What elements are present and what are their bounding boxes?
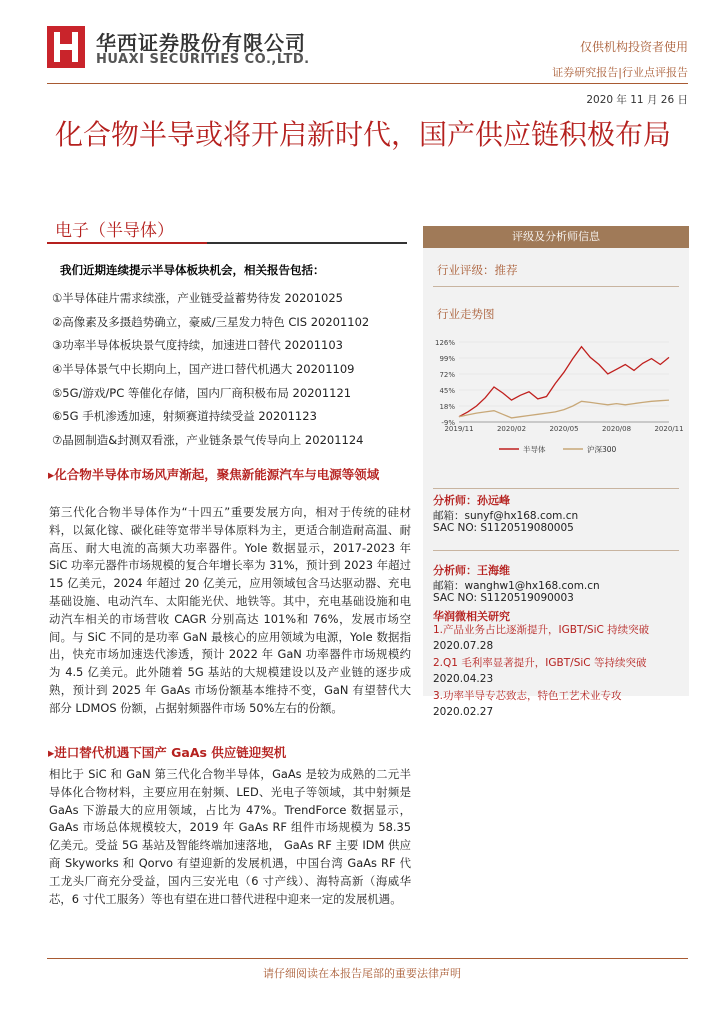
heading-compound-semi: ▸化合物半导体市场风声渐起，聚焦新能源汽车与电源等领域 [48,467,380,482]
list-item: ⑦晶圆制造&封测双看涨，产业链条景气传导向上 20201124 [52,433,364,448]
related-research-list [433,622,683,721]
trend-chart [423,334,689,464]
legend-label: 半导体 [523,445,546,454]
related-report-list [52,290,412,456]
y-tick-label: 126% [434,339,455,347]
related-research-item[interactable]: 3.功率半导专芯致志，特色工艺术业专攻 [433,690,622,702]
list-item: ⑤5G/游戏/PC 等催化存储，国内厂商积极布局 20201121 [52,385,352,400]
x-tick-label: 2019/11 [444,425,474,433]
industry-rating: 行业评级：推荐 [437,263,518,277]
panel-header: 评级及分析师信息 [423,226,689,248]
related-research-item[interactable]: 1.产品业务占比逐渐提升，IGBT/SiC 持续突破 [433,624,650,636]
y-tick-label: 45% [439,387,455,395]
y-tick-label: -9% [441,419,455,427]
related-research-date: 2020.02.27 [433,706,494,718]
report-type: 证券研究报告|行业点评报告 [552,66,688,79]
paragraph-compound-semi: 第三代化合物半导体作为“十四五”重要发展方向，相对于传统的硅材料，以氮化镓、碳化硅等宽带半导体原料为主，更适合制造耐高温、耐高压、耐大电流的高频大功率器件。Yole 数据显示，2017-2023 年 SiC 功率元器件市场规模的复合年增长率为 31%，预计到 2023 年超过 15 亿美元，2024 年超过 20 亿美元，应用领域包含马达驱动器、充电基础设施、电动汽车、太阳能光伏、地铁等。其中，充电基础设施和电动汽车相关的市场营收 CAGR 分别高达 101%和 76%，发展市场空间。与 SiC 不同的是功率 GaN 最核心的应用领域为电源，Yole 数据指出，快充市场加速迭代渗透，预计 2022 年 GaN 功率器件市场规模约为 4.5 亿美元。此外随着 5G 基站的大规模建设以及产业链的逐步成熟，预计到 2025 年 GaAs 市场份额基本维持不变，GaN 有望替代大部分 LDMOS 份额，占据射频器件市场 50%左右的份额。 [49,505,411,715]
legend-label: 沪深300 [587,445,617,454]
analyst-email[interactable]: 邮箱：sunyf@hx168.com.cn [433,510,579,522]
analyst-name: 分析师：王海维 [433,564,510,577]
section-divider [47,242,407,244]
list-item: ④半导体景气中长期向上，国产进口替代机遇大 20201109 [52,362,355,377]
analyst-sac: SAC NO: S1120519090003 [433,592,574,604]
related-research-date: 2020.07.28 [433,640,494,652]
usage-notice: 仅供机构投资者使用 [579,40,688,54]
company-name-cn: 华西证券股份有限公司 [96,31,306,55]
series-line [459,400,669,418]
intro-text: 我们近期连续提示半导体板块机会，相关报告包括： [60,263,325,277]
report-date: 2020 年 11 月 26 日 [586,94,688,106]
legal-notice-footer: 请仔细阅读在本报告尾部的重要法律声明 [263,967,461,980]
x-tick-label: 2020/02 [496,425,527,433]
analyst-name: 分析师：孙远峰 [433,494,510,507]
heading-gaas-supply: ▸进口替代机遇下国产 GaAs 供应链迎契机 [48,745,287,760]
x-tick-label: 2020/11 [654,425,684,433]
analyst-sac: SAC NO: S1120519080005 [433,522,574,534]
trend-chart-title: 行业走势图 [437,307,495,321]
list-item: ③功率半导体板块景气度持续，加速进口替代 20201103 [52,338,343,353]
section-label: 电子（半导体） [55,221,174,241]
x-tick-label: 2020/05 [549,425,579,433]
panel-divider [433,550,679,551]
x-tick-label: 2020/08 [601,425,632,433]
rating-analyst-panel [423,226,689,718]
panel-divider [433,286,679,287]
header-divider [47,83,688,84]
list-item: ⑥5G 手机渗透加速，射频赛道持续受益 20201123 [52,409,317,424]
list-item: ①半导体硅片需求续涨，产业链受益蓄势待发 20201025 [52,291,343,305]
y-tick-label: 99% [439,355,455,363]
company-name-en: HUAXI SECURITIES CO.,LTD. [96,52,310,67]
related-research-title: 华润微相关研究 [433,610,510,623]
y-tick-label: 72% [439,371,455,379]
report-title: 化合物半导或将开启新时代，国产供应链积极布局 [55,118,672,151]
related-research-date: 2020.04.23 [433,673,494,685]
related-research-item[interactable]: 2.Q1 毛利率显著提升，IGBT/SiC 等持续突破 [433,657,647,669]
list-item: ②高像素及多摄趋势确立，豪威/三星发力特色 CIS 20201102 [52,314,370,329]
panel-divider [433,488,679,489]
huaxi-logo [47,26,85,68]
paragraph-gaas-supply: 相比于 SiC 和 GaN 第三代化合物半导体，GaAs 是较为成熟的二元半导体化合物材料，主要应用在射频、LED、光电子等领域，其中射频是 GaAs 下游最大的应用领域，占比为 47%。TrendForce 数据显示，GaAs 市场总体规模较大，2019 年 GaAs RF 组件市场规模为 58.35 亿美元。受益 5G 基站及智能终端加速落地， GaAs RF 主要 IDM 供应商 Skyworks 和 Qorvo 有望迎新的发展机遇，中国台湾 GaAs RF 代工龙头厂商充分受益，国内三安光电（6 寸产线）、海特高新（海威华芯，6 寸代工服务）等也有望在进口替代进程中迎来一定的发展机遇。 [49,767,411,906]
footer-divider [47,958,688,959]
y-tick-label: 18% [439,403,455,411]
analyst-email[interactable]: 邮箱：wanghw1@hx168.com.cn [433,580,600,592]
